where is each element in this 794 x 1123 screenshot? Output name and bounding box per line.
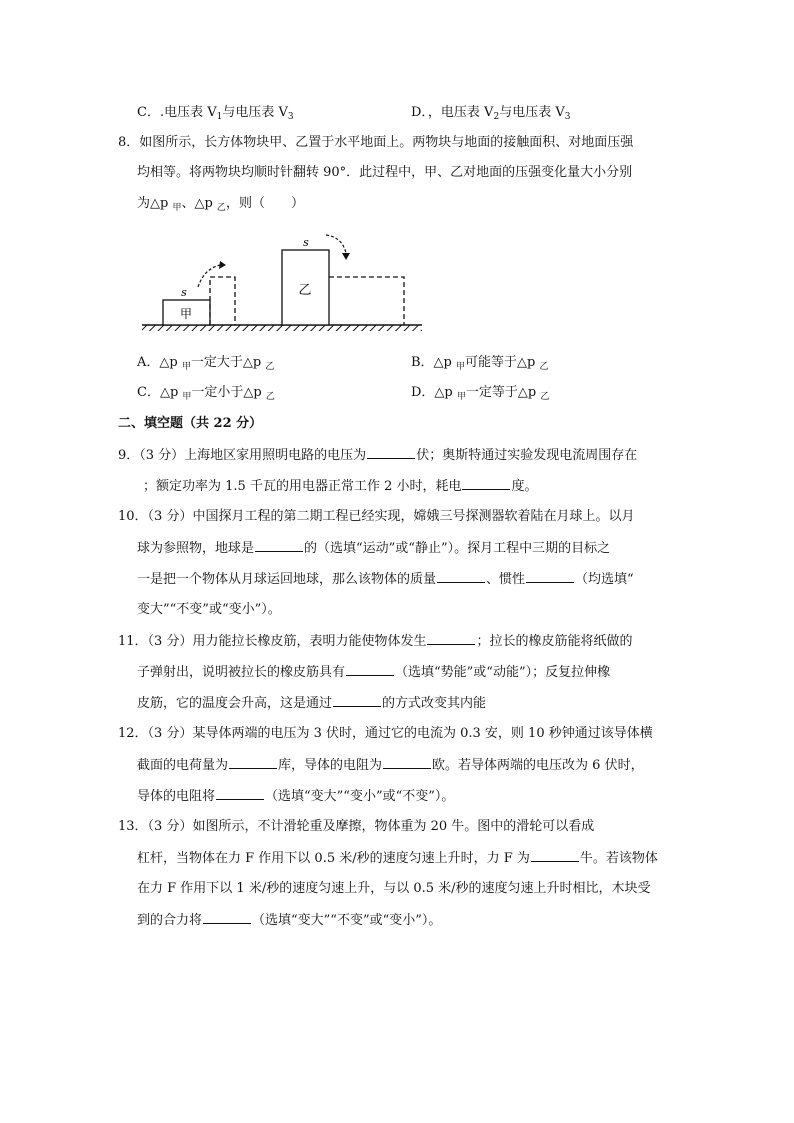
q13-line-1: 13．（3 分）如图所示，不计滑轮重及摩擦，物体重为 20 牛。图中的滑轮可以看成 — [118, 819, 595, 834]
rotate-arrowhead-yi — [342, 253, 350, 260]
answer-blank[interactable] — [526, 570, 574, 583]
q13-line-2: 杠杆，当物体在力 F 作用下以 0.5 米/秒的速度匀速上升时，力 F 为 牛。若该物体 — [137, 851, 658, 866]
section-title-fill-in: 二、填空题（共 22 分） — [118, 416, 263, 431]
q12-line-3: 导体的电阻将 （选填“变大”“变小”或“不变”）。 — [137, 789, 455, 804]
answer-blank[interactable] — [229, 756, 277, 769]
answer-blank[interactable] — [437, 570, 485, 583]
q8-figure — [136, 225, 428, 337]
answer-blank[interactable] — [531, 849, 579, 862]
q10-line-3: 一是把一个物体从月球运回地球，那么该物体的质量 、惯性 （均选填“ — [137, 572, 634, 587]
rotate-arrowhead-jia — [219, 261, 226, 269]
answer-blank[interactable] — [138, 478, 142, 490]
answer-blank[interactable] — [462, 477, 510, 490]
q11-line-3: 皮筋，它的温度会升高，这是通过 的方式改变其内能 — [137, 696, 487, 711]
block-jia-rotated-outline — [210, 277, 235, 325]
q13-line-3: 在力 F 作用下以 1 米/秒的速度匀速上升，与以 0.5 米/秒的速度匀速上升时相比，木块受 — [137, 881, 651, 896]
answer-blank[interactable] — [333, 694, 381, 707]
q8-line-3: 为△p $_甲$、△p $_乙$，则（ ） — [137, 196, 304, 213]
q8-option-b: B．△p $_甲$可能等于△p $_乙$ — [411, 355, 549, 372]
answer-blank[interactable] — [216, 787, 264, 800]
q12-line-1: 12．（3 分）某导体两端的电压为 3 伏时，通过它的电流为 0.3 安，则 10 秒钟通过该导体横 — [118, 726, 653, 741]
q8-option-d: D．△p $_甲$一定等于△p $_乙$ — [411, 385, 550, 402]
q8-line-2: 均相等。将两物块均顺时针翻转 90°．此过程中，甲、乙对地面的压强变化量大小分别 — [137, 165, 633, 180]
q10-line-4: 变大”“不变”或“变小”）。 — [137, 602, 281, 617]
q8-option-c: C．△p $_甲$一定小于△p $_乙$ — [137, 385, 275, 402]
rotate-arrow-jia — [198, 265, 220, 287]
label-jia: 甲 — [179, 307, 193, 321]
answer-blank[interactable] — [367, 446, 415, 459]
block-yi-rotated-outline — [329, 277, 404, 325]
q12-line-2: 截面的电荷量为 库，导体的电阻为 欧。若导体两端的电压改为 6 伏时， — [137, 758, 644, 773]
label-s-yi: s — [303, 236, 309, 249]
q11-line-2: 子弹射出，说明被拉长的橡皮筋具有 （选填“势能”或“动能”）；反复拉伸橡 — [137, 665, 611, 680]
q7-option-d: D．，电压表 $V_2$与电压表 $V_3$ — [411, 105, 571, 122]
q10-line-1: 10．（3 分）中国探月工程的第二期工程已经实现，嫦娥三号探测器软着陆在月球上。以月 — [118, 509, 635, 524]
q10-line-2: 球为参照物，地球是 的（选填“运动”或“静止”）。探月工程中三期的目标之 — [137, 541, 611, 556]
q9-line-2: ；额定功率为 1.5 千瓦的用电器正常工作 2 小时，耗电 度。 — [137, 477, 538, 496]
answer-blank[interactable] — [346, 663, 394, 676]
answer-blank[interactable] — [383, 756, 431, 769]
q8-line-1: 8．如图所示，长方体物块甲、乙置于水平地面上。两物块与地面的接触面积、对地面压强 — [118, 135, 634, 150]
answer-blank[interactable] — [255, 539, 303, 552]
q13-line-4: 到的合力将 （选填“变大”“不变”或“变小”）。 — [137, 913, 442, 928]
label-s-jia: s — [181, 286, 187, 299]
answer-blank[interactable] — [203, 911, 251, 924]
q9-line-1: 9．（3 分）上海地区家用照明电路的电压为 伏；奥斯特通过实验发现电流周围存在 — [118, 448, 638, 463]
q8-option-a: A．△p $_甲$一定大于△p $_乙$ — [137, 355, 275, 372]
q11-line-1: 11．（3 分）用力能拉长橡皮筋，表明力能使物体发生 ；拉长的橡皮筋能将纸做的 — [118, 634, 633, 649]
answer-blank[interactable] — [427, 632, 475, 645]
label-yi: 乙 — [298, 283, 312, 298]
ground-hatch — [142, 325, 422, 331]
q7-option-c: C．.电压表 $V_1$与电压表 $V_3$ — [137, 105, 294, 122]
